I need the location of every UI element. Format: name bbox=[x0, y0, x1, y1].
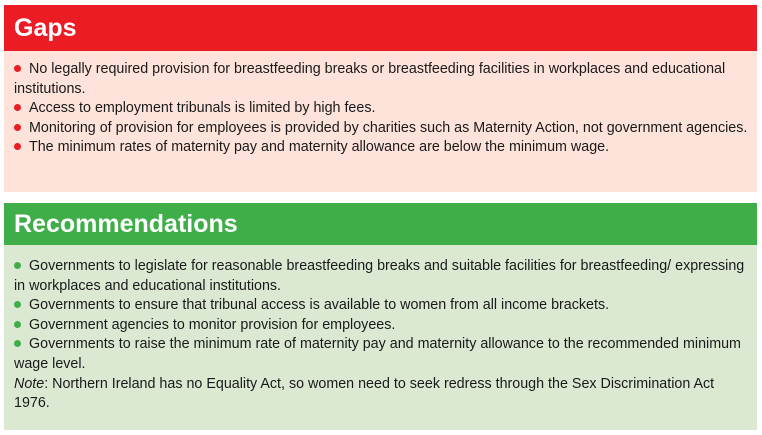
note bbox=[14, 375, 749, 414]
gap-item bbox=[14, 60, 749, 99]
green-bullet-icon bbox=[14, 301, 21, 308]
green-bullet-icon bbox=[14, 262, 21, 269]
red-bullet-icon bbox=[14, 104, 21, 111]
red-bullet-icon bbox=[14, 65, 21, 72]
gap-item-text: The minimum rates of maternity pay and maternity allowance are below the minimum wage. bbox=[29, 139, 610, 156]
recommendation-item-text: Government agencies to monitor provision for employees. bbox=[29, 316, 396, 333]
gaps-heading: Gaps bbox=[4, 5, 757, 51]
recommendation-item bbox=[14, 316, 749, 336]
recommendations-heading: Recommendations bbox=[4, 203, 757, 245]
gap-item-text: No legally required provision for breastfeeding breaks or breastfeeding facilities in workplaces and educational institutions. bbox=[14, 61, 726, 97]
red-bullet-icon bbox=[14, 143, 21, 150]
gap-item-text: Access to employment tribunals is limited by high fees. bbox=[29, 100, 376, 117]
green-bullet-icon bbox=[14, 340, 21, 347]
recommendation-item bbox=[14, 257, 749, 296]
recommendation-item-text: Governments to legislate for reasonable breastfeeding breaks and suitable facilities for breastfeeding/ expressing in workplaces and educational institutions. bbox=[14, 258, 745, 294]
recommendation-item bbox=[14, 296, 749, 316]
recommendations-list bbox=[4, 245, 757, 414]
gap-item bbox=[14, 99, 749, 119]
gap-item bbox=[14, 119, 749, 139]
green-bullet-icon bbox=[14, 321, 21, 328]
note-label: Note bbox=[14, 375, 45, 392]
recommendation-item bbox=[14, 335, 749, 374]
recommendation-item-text: Governments to raise the minimum rate of maternity pay and maternity allowance to the recommended minimum wage level. bbox=[14, 336, 741, 372]
recommendation-item-text: Governments to ensure that tribunal access is available to women from all income brackets. bbox=[29, 297, 610, 314]
note-text: : Northern Ireland has no Equality Act, so women need to seek redress through the Sex Discrimination Act 1976. bbox=[14, 375, 715, 412]
gap-item-text: Monitoring of provision for employees is provided by charities such as Maternity Action, not government agencies. bbox=[29, 119, 748, 136]
recommendations-panel bbox=[4, 203, 757, 430]
red-bullet-icon bbox=[14, 124, 21, 131]
gaps-list bbox=[4, 51, 757, 158]
gaps-panel bbox=[4, 5, 757, 192]
gap-item bbox=[14, 138, 749, 158]
